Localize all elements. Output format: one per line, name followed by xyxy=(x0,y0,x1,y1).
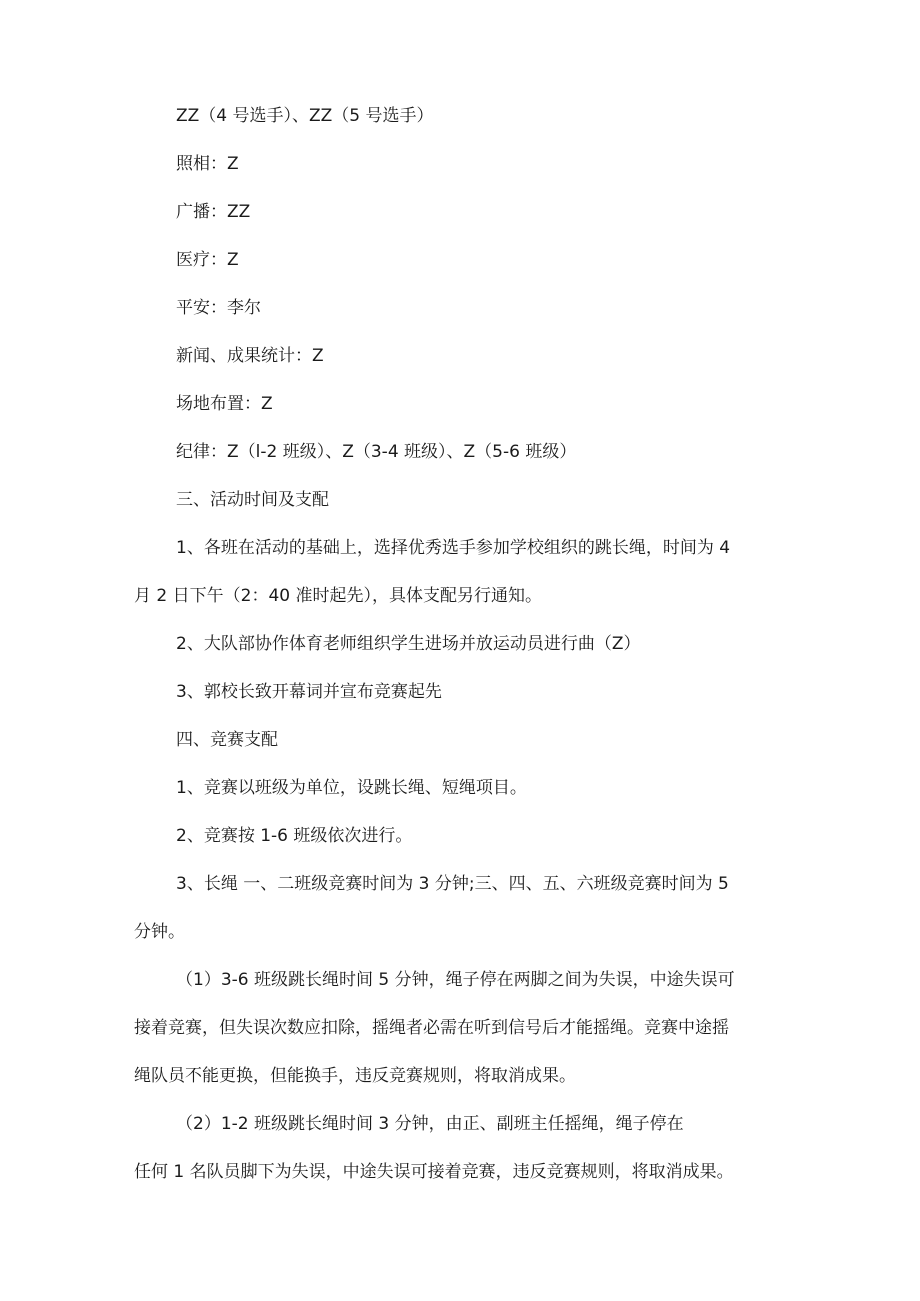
contest-item-1: 1、竞赛以班级为单位，设跳长绳、短绳项目。 xyxy=(176,778,527,798)
rule-1-cont-b: 绳队员不能更换，但能换手，违反竞赛规则，将取消成果。 xyxy=(134,1066,576,1086)
rule-2-cont: 任何 1 名队员脚下为失误，中途失误可接着竞赛，违反竞赛规则，将取消成果。 xyxy=(134,1162,734,1182)
section-heading-schedule: 三、活动时间及支配 xyxy=(176,490,329,510)
contest-item-3-cont: 分钟。 xyxy=(134,922,185,942)
contest-item-3: 3、长绳 一、二班级竞赛时间为 3 分钟;三、四、五、六班级竞赛时间为 5 xyxy=(176,874,729,894)
schedule-item-1: 1、各班在活动的基础上，选择优秀选手参加学校组织的跳长绳，时间为 4 xyxy=(176,538,731,558)
rule-1-cont-a: 接着竞赛，但失误次数应扣除，摇绳者必需在听到信号后才能摇绳。竞赛中途摇 xyxy=(134,1018,729,1038)
schedule-item-3: 3、郭校长致开幕词并宣布竞赛起先 xyxy=(176,682,442,702)
news-results-line: 新闻、成果统计：Z xyxy=(176,346,324,366)
photography-line: 照相：Z xyxy=(176,154,239,174)
medical-line: 医疗：Z xyxy=(176,250,239,270)
rule-2: （2）1-2 班级跳长绳时间 3 分钟，由正、副班主任摇绳，绳子停在 xyxy=(176,1114,684,1134)
schedule-item-1-cont: 月 2 日下午（2：40 准时起先），具体支配另行通知。 xyxy=(134,586,542,606)
section-heading-contest: 四、竞赛支配 xyxy=(176,730,278,750)
rule-1: （1）3-6 班级跳长绳时间 5 分钟，绳子停在两脚之间为失误，中途失误可 xyxy=(176,970,735,990)
broadcast-line: 广播：ZZ xyxy=(176,202,251,222)
contest-item-2: 2、竞赛按 1-6 班级依次进行。 xyxy=(176,826,413,846)
venue-setup-line: 场地布置：Z xyxy=(176,394,273,414)
discipline-line: 纪律：Z（l-2 班级）、Z（3-4 班级）、Z（5-6 班级） xyxy=(176,442,577,462)
staff-players-line: ZZ（4 号选手）、ZZ（5 号选手） xyxy=(176,106,434,126)
schedule-item-2: 2、大队部协作体育老师组织学生进场并放运动员进行曲（Z） xyxy=(176,634,641,654)
safety-line: 平安：李尔 xyxy=(176,298,261,318)
